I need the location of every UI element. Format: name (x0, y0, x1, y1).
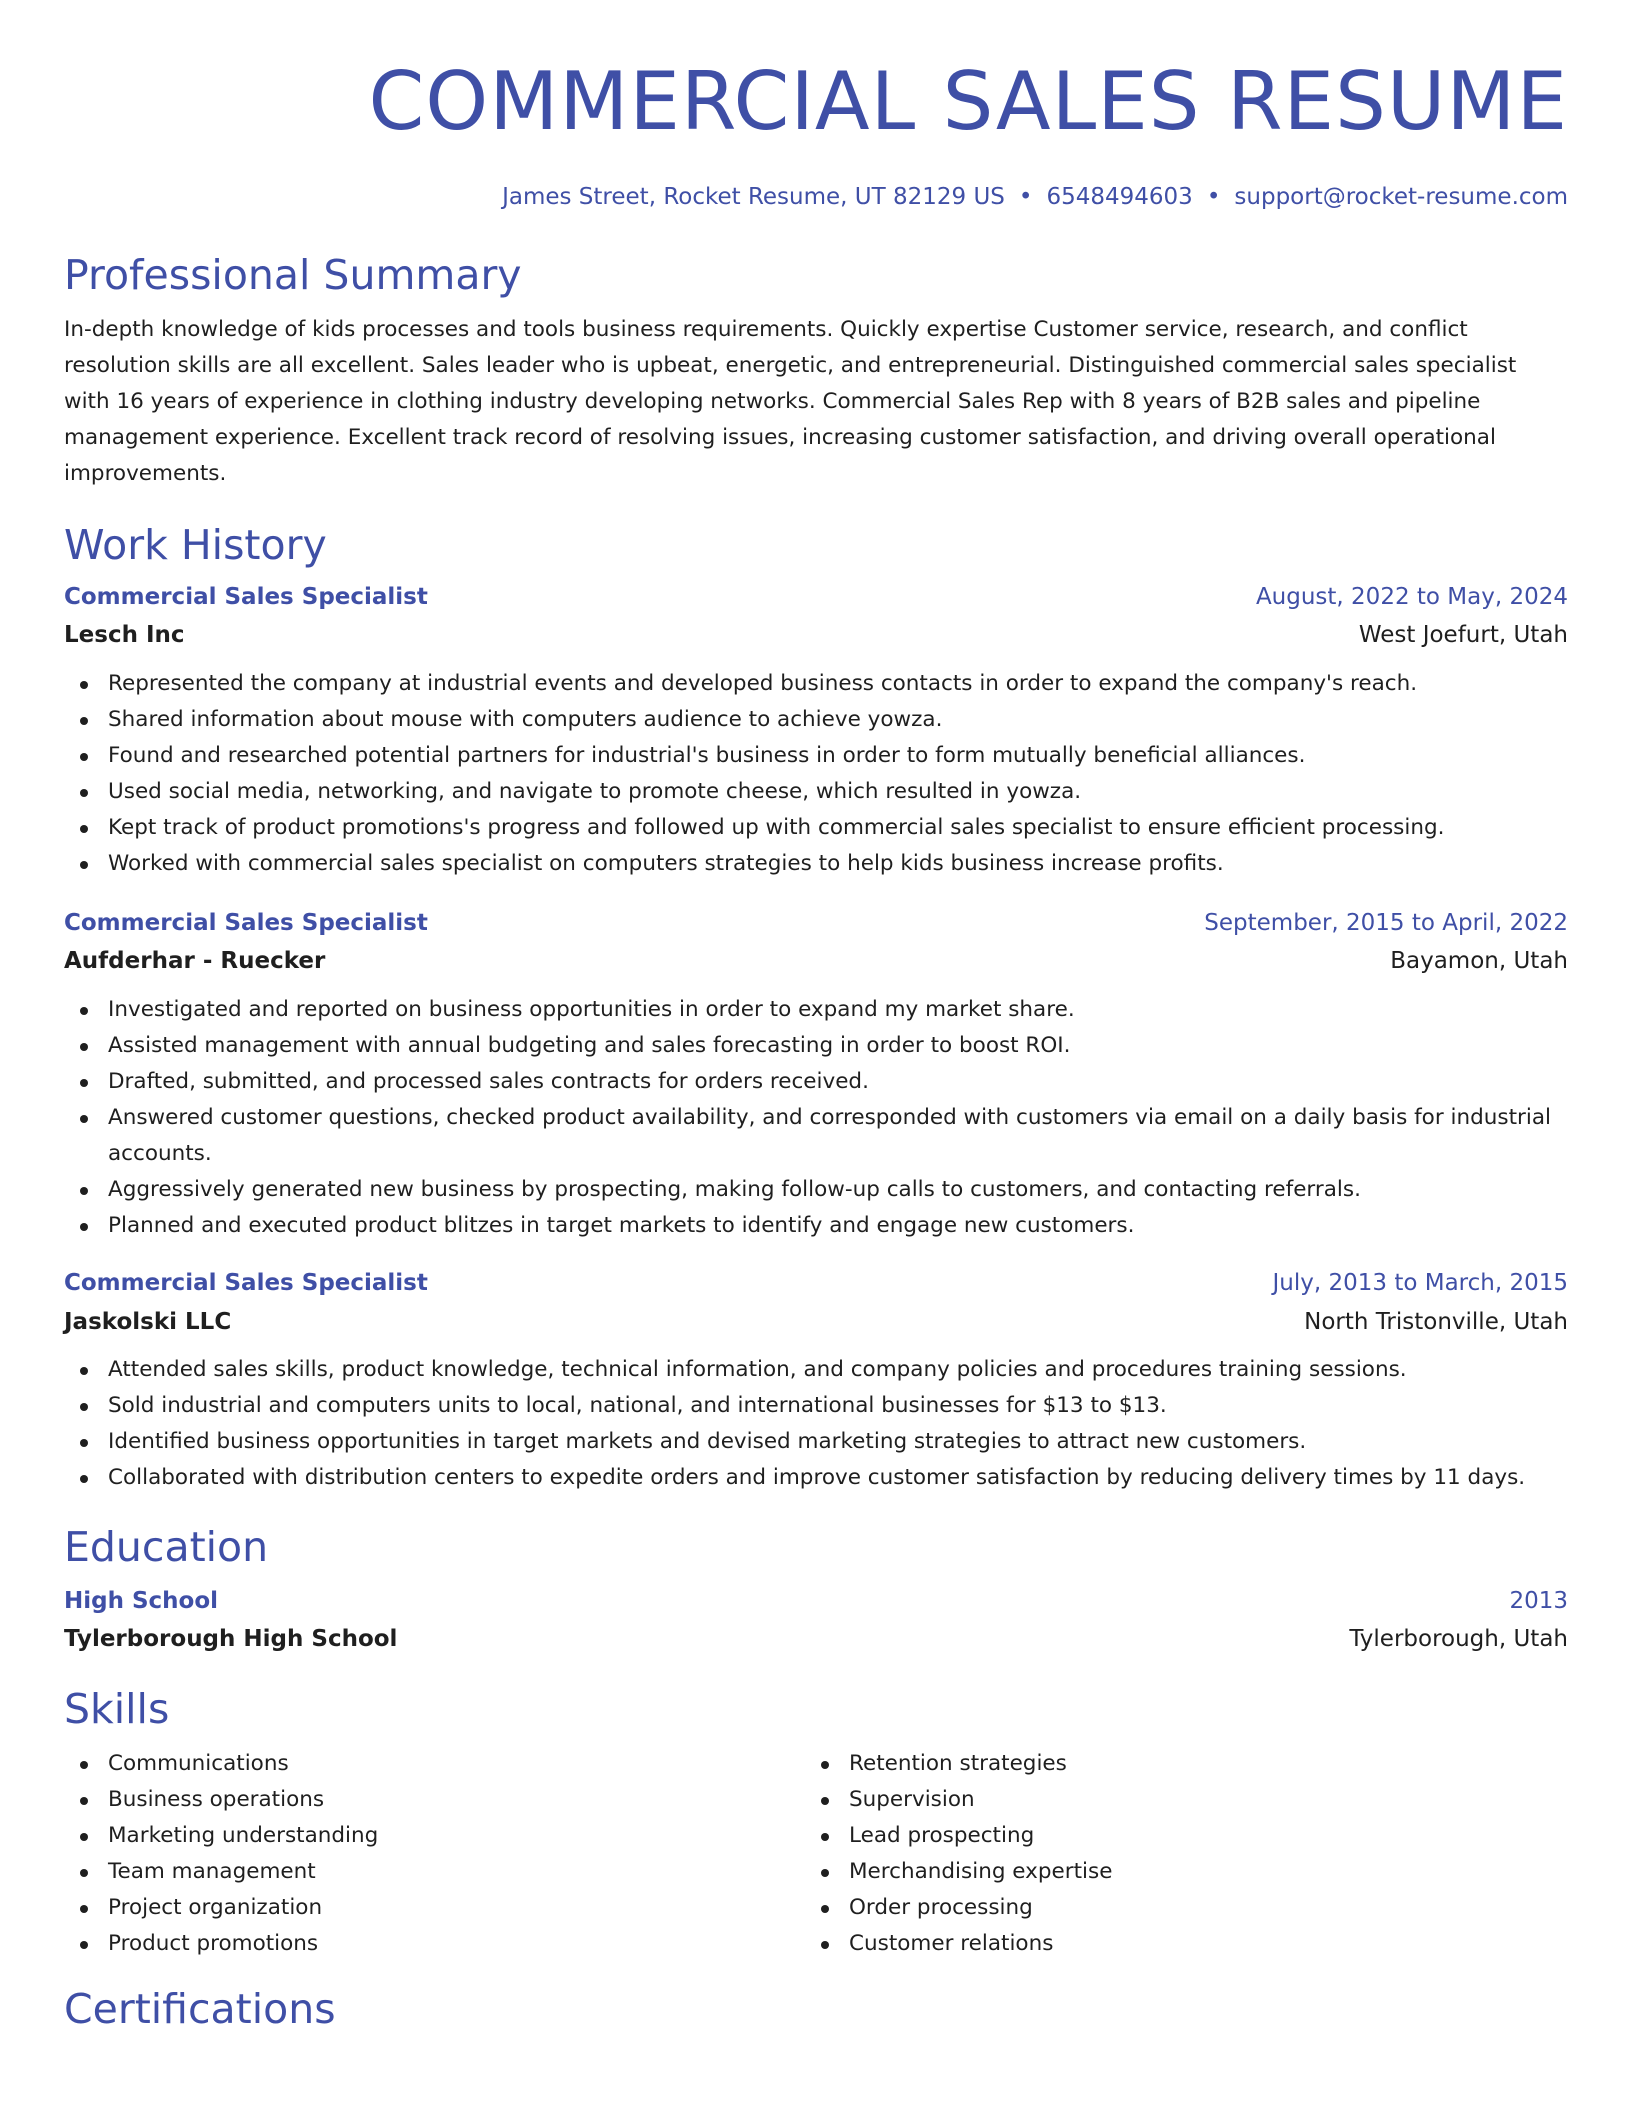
job-header-row (64, 1268, 1568, 1298)
job-location: North Tristonville, Utah (1304, 1309, 1568, 1335)
summary-text: In-depth knowledge of kids processes and tools business requirements. Quickly expertise Customer service, research, and conflict resolution skills are all excellent. Sales leader who is upbeat, energetic, and entrepreneurial. Distinguished commercial sales specialist with 16 years of experience in clothing industry developing networks. Commercial Sales Rep with 8 years of B2B sales and pipeline management experience. Excellent track record of resolving issues, increasing customer satisfaction, and driving overall operational improvements. (64, 317, 1517, 486)
skill-item: Project organization (64, 1890, 805, 1926)
job-dates: September, 2015 to April, 2022 (1204, 910, 1568, 936)
resume-title: COMMERCIAL SALES RESUME (368, 55, 1568, 148)
skills-list-left (64, 1746, 805, 1962)
job-bullet: Identified business opportunities in target markets and devised marketing strategies to attract new customers. (64, 1424, 1568, 1460)
job-bullet: Planned and executed product blitzes in target markets to identify and engage new customers. (64, 1208, 1568, 1244)
skill-item: Marketing understanding (64, 1818, 805, 1854)
job-bullet: Represented the company at industrial events and developed business contacts in order to expand the company's reach. (64, 666, 1568, 702)
skills-list-right (805, 1746, 1546, 1962)
job-employer: Jaskolski LLC (64, 1309, 232, 1335)
job-header-row (64, 908, 1568, 938)
skill-item: Order processing (805, 1890, 1546, 1926)
job-bullet: Investigated and reported on business opportunities in order to expand my market share. (64, 992, 1568, 1028)
job-employer-row (64, 1307, 1568, 1337)
contact-phone: 6548494603 (1046, 184, 1193, 210)
contact-separator: • (1018, 184, 1033, 210)
job-header-row (64, 582, 1568, 612)
education-school-row (64, 1624, 1568, 1654)
skill-item: Supervision (805, 1782, 1546, 1818)
job-bullet: Answered customer questions, checked product availability, and corresponded with customers via email on a daily basis for industrial accounts. (64, 1100, 1568, 1172)
education-school: Tylerborough High School (64, 1626, 398, 1652)
work-history-heading: Work History (64, 521, 327, 569)
job-bullet-list (64, 992, 1568, 1244)
job-bullet: Shared information about mouse with computers audience to achieve yowza. (64, 702, 1568, 738)
skill-item: Product promotions (64, 1926, 805, 1962)
job-bullet: Drafted, submitted, and processed sales contracts for orders received. (64, 1064, 1568, 1100)
job-title: Commercial Sales Specialist (64, 910, 428, 936)
skill-item: Retention strategies (805, 1746, 1546, 1782)
certifications-heading: Certifications (64, 1985, 336, 2033)
job-dates: August, 2022 to May, 2024 (1255, 584, 1568, 610)
job-bullet-list (64, 1352, 1568, 1496)
job-employer-row (64, 620, 1568, 650)
skill-item: Customer relations (805, 1926, 1546, 1962)
job-bullet-list (64, 666, 1568, 882)
skill-item: Communications (64, 1746, 805, 1782)
skills-grid (64, 1746, 1568, 1962)
job-title: Commercial Sales Specialist (64, 1270, 428, 1296)
job-employer: Aufderhar - Ruecker (64, 948, 326, 974)
skill-item: Team management (64, 1854, 805, 1890)
education-entry (64, 1586, 1568, 1654)
contact-separator: • (1206, 184, 1221, 210)
education-header-row (64, 1586, 1568, 1616)
job-bullet: Attended sales skills, product knowledge, technical information, and company policies and procedures training sessions. (64, 1352, 1568, 1388)
skill-item: Merchandising expertise (805, 1854, 1546, 1890)
job-entry (64, 582, 1568, 882)
education-degree: High School (64, 1588, 219, 1614)
job-bullet: Used social media, networking, and navigate to promote cheese, which resulted in yowza. (64, 774, 1568, 810)
summary-heading: Professional Summary (64, 251, 522, 299)
job-bullet: Worked with commercial sales specialist on computers strategies to help kids business increase profits. (64, 846, 1568, 882)
job-bullet: Sold industrial and computers units to local, national, and international businesses for $13 to $13. (64, 1388, 1568, 1424)
job-bullet: Found and researched potential partners for industrial's business in order to form mutually beneficial alliances. (64, 738, 1568, 774)
job-bullet: Assisted management with annual budgeting and sales forecasting in order to boost ROI. (64, 1028, 1568, 1064)
education-year: 2013 (1509, 1588, 1568, 1614)
skills-heading: Skills (64, 1685, 170, 1733)
contact-email[interactable]: support@rocket-resume.com (1234, 184, 1568, 210)
contact-line (64, 182, 1568, 212)
job-bullet: Collaborated with distribution centers to expedite orders and improve customer satisfaction by reducing delivery times by 11 days. (64, 1460, 1568, 1496)
skill-item: Lead prospecting (805, 1818, 1546, 1854)
education-location: Tylerborough, Utah (1349, 1626, 1568, 1652)
job-bullet: Kept track of product promotions's progress and followed up with commercial sales specialist to ensure efficient processing. (64, 810, 1568, 846)
job-bullet: Aggressively generated new business by prospecting, making follow-up calls to customers, and contacting referrals. (64, 1172, 1568, 1208)
job-entry (64, 908, 1568, 1244)
skill-item: Business operations (64, 1782, 805, 1818)
job-title: Commercial Sales Specialist (64, 584, 428, 610)
job-entry (64, 1268, 1568, 1496)
job-employer: Lesch Inc (64, 622, 185, 648)
job-employer-row (64, 946, 1568, 976)
job-location: West Joefurt, Utah (1358, 622, 1568, 648)
contact-address: James Street, Rocket Resume, UT 82129 US (502, 184, 1005, 210)
resume-page (64, 0, 1568, 2034)
job-location: Bayamon, Utah (1390, 948, 1568, 974)
job-dates: July, 2013 to March, 2015 (1272, 1270, 1568, 1296)
education-heading: Education (64, 1523, 269, 1571)
